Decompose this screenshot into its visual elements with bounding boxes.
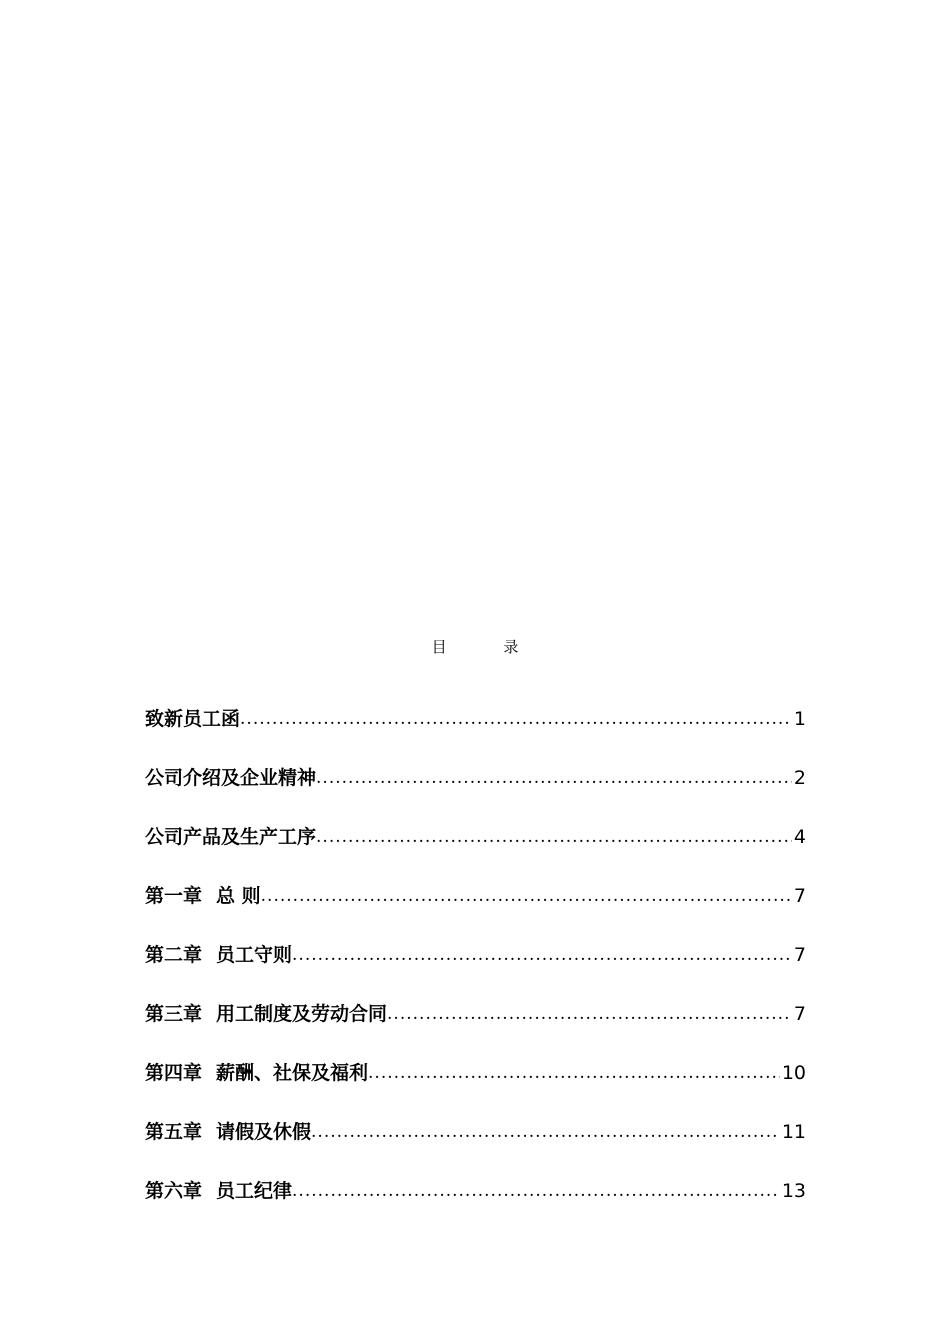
toc-entry-label — [145, 1117, 311, 1147]
toc-entry-label — [145, 940, 292, 970]
toc-entry[interactable] — [145, 999, 806, 1058]
toc-entry-page: 1 — [793, 708, 806, 730]
dot-leader — [292, 1176, 780, 1206]
toc-entry-chapter: 第六章 — [145, 1180, 203, 1202]
toc-entry[interactable] — [145, 881, 806, 940]
toc-entry[interactable] — [145, 822, 806, 881]
toc-entry-chapter: 第五章 — [145, 1121, 203, 1143]
dot-leader — [292, 940, 792, 970]
toc-entry-title: 员工守则 — [216, 944, 293, 966]
toc-entry-title: 员工纪律 — [216, 1180, 293, 1202]
toc-entry-page: 13 — [781, 1180, 806, 1202]
dot-leader — [316, 763, 792, 793]
dot-leader — [316, 822, 792, 852]
toc-entry-title: 用工制度及劳动合同 — [216, 1003, 388, 1025]
toc-entry-title: 公司产品及生产工序 — [145, 826, 317, 848]
toc-entry-page: 4 — [793, 826, 806, 848]
dot-leader — [368, 1058, 780, 1088]
table-of-contents — [145, 704, 806, 1235]
dot-leader — [387, 999, 792, 1029]
toc-entry-page: 7 — [793, 944, 806, 966]
toc-entry[interactable] — [145, 1058, 806, 1117]
toc-entry-label — [145, 999, 387, 1029]
toc-entry[interactable] — [145, 1176, 806, 1235]
toc-entry[interactable] — [145, 704, 806, 763]
toc-entry-label — [145, 1176, 292, 1206]
toc-entry-page: 2 — [793, 767, 806, 789]
toc-entry[interactable] — [145, 940, 806, 999]
toc-title: 目 录 — [431, 638, 545, 656]
toc-entry-chapter: 第三章 — [145, 1003, 203, 1025]
toc-entry-title: 致新员工函 — [145, 708, 241, 730]
toc-entry-label — [145, 881, 261, 911]
toc-entry-title: 公司介绍及企业精神 — [145, 767, 317, 789]
dot-leader — [311, 1117, 780, 1147]
toc-entry-title: 薪酬、社保及福利 — [216, 1062, 369, 1084]
toc-entry-chapter: 第一章 — [145, 885, 203, 907]
toc-entry-chapter: 第二章 — [145, 944, 203, 966]
dot-leader — [261, 881, 792, 911]
toc-entry-page: 10 — [781, 1062, 806, 1084]
toc-entry-label — [145, 1058, 368, 1088]
toc-entry[interactable] — [145, 1117, 806, 1176]
toc-entry-page: 7 — [793, 885, 806, 907]
dot-leader — [240, 704, 792, 734]
toc-entry[interactable] — [145, 763, 806, 822]
toc-entry-title: 请假及休假 — [216, 1121, 312, 1143]
toc-entry-page: 7 — [793, 1003, 806, 1025]
toc-entry-title: 总 则 — [216, 885, 261, 907]
toc-entry-chapter: 第四章 — [145, 1062, 203, 1084]
toc-entry-page: 11 — [781, 1121, 806, 1143]
